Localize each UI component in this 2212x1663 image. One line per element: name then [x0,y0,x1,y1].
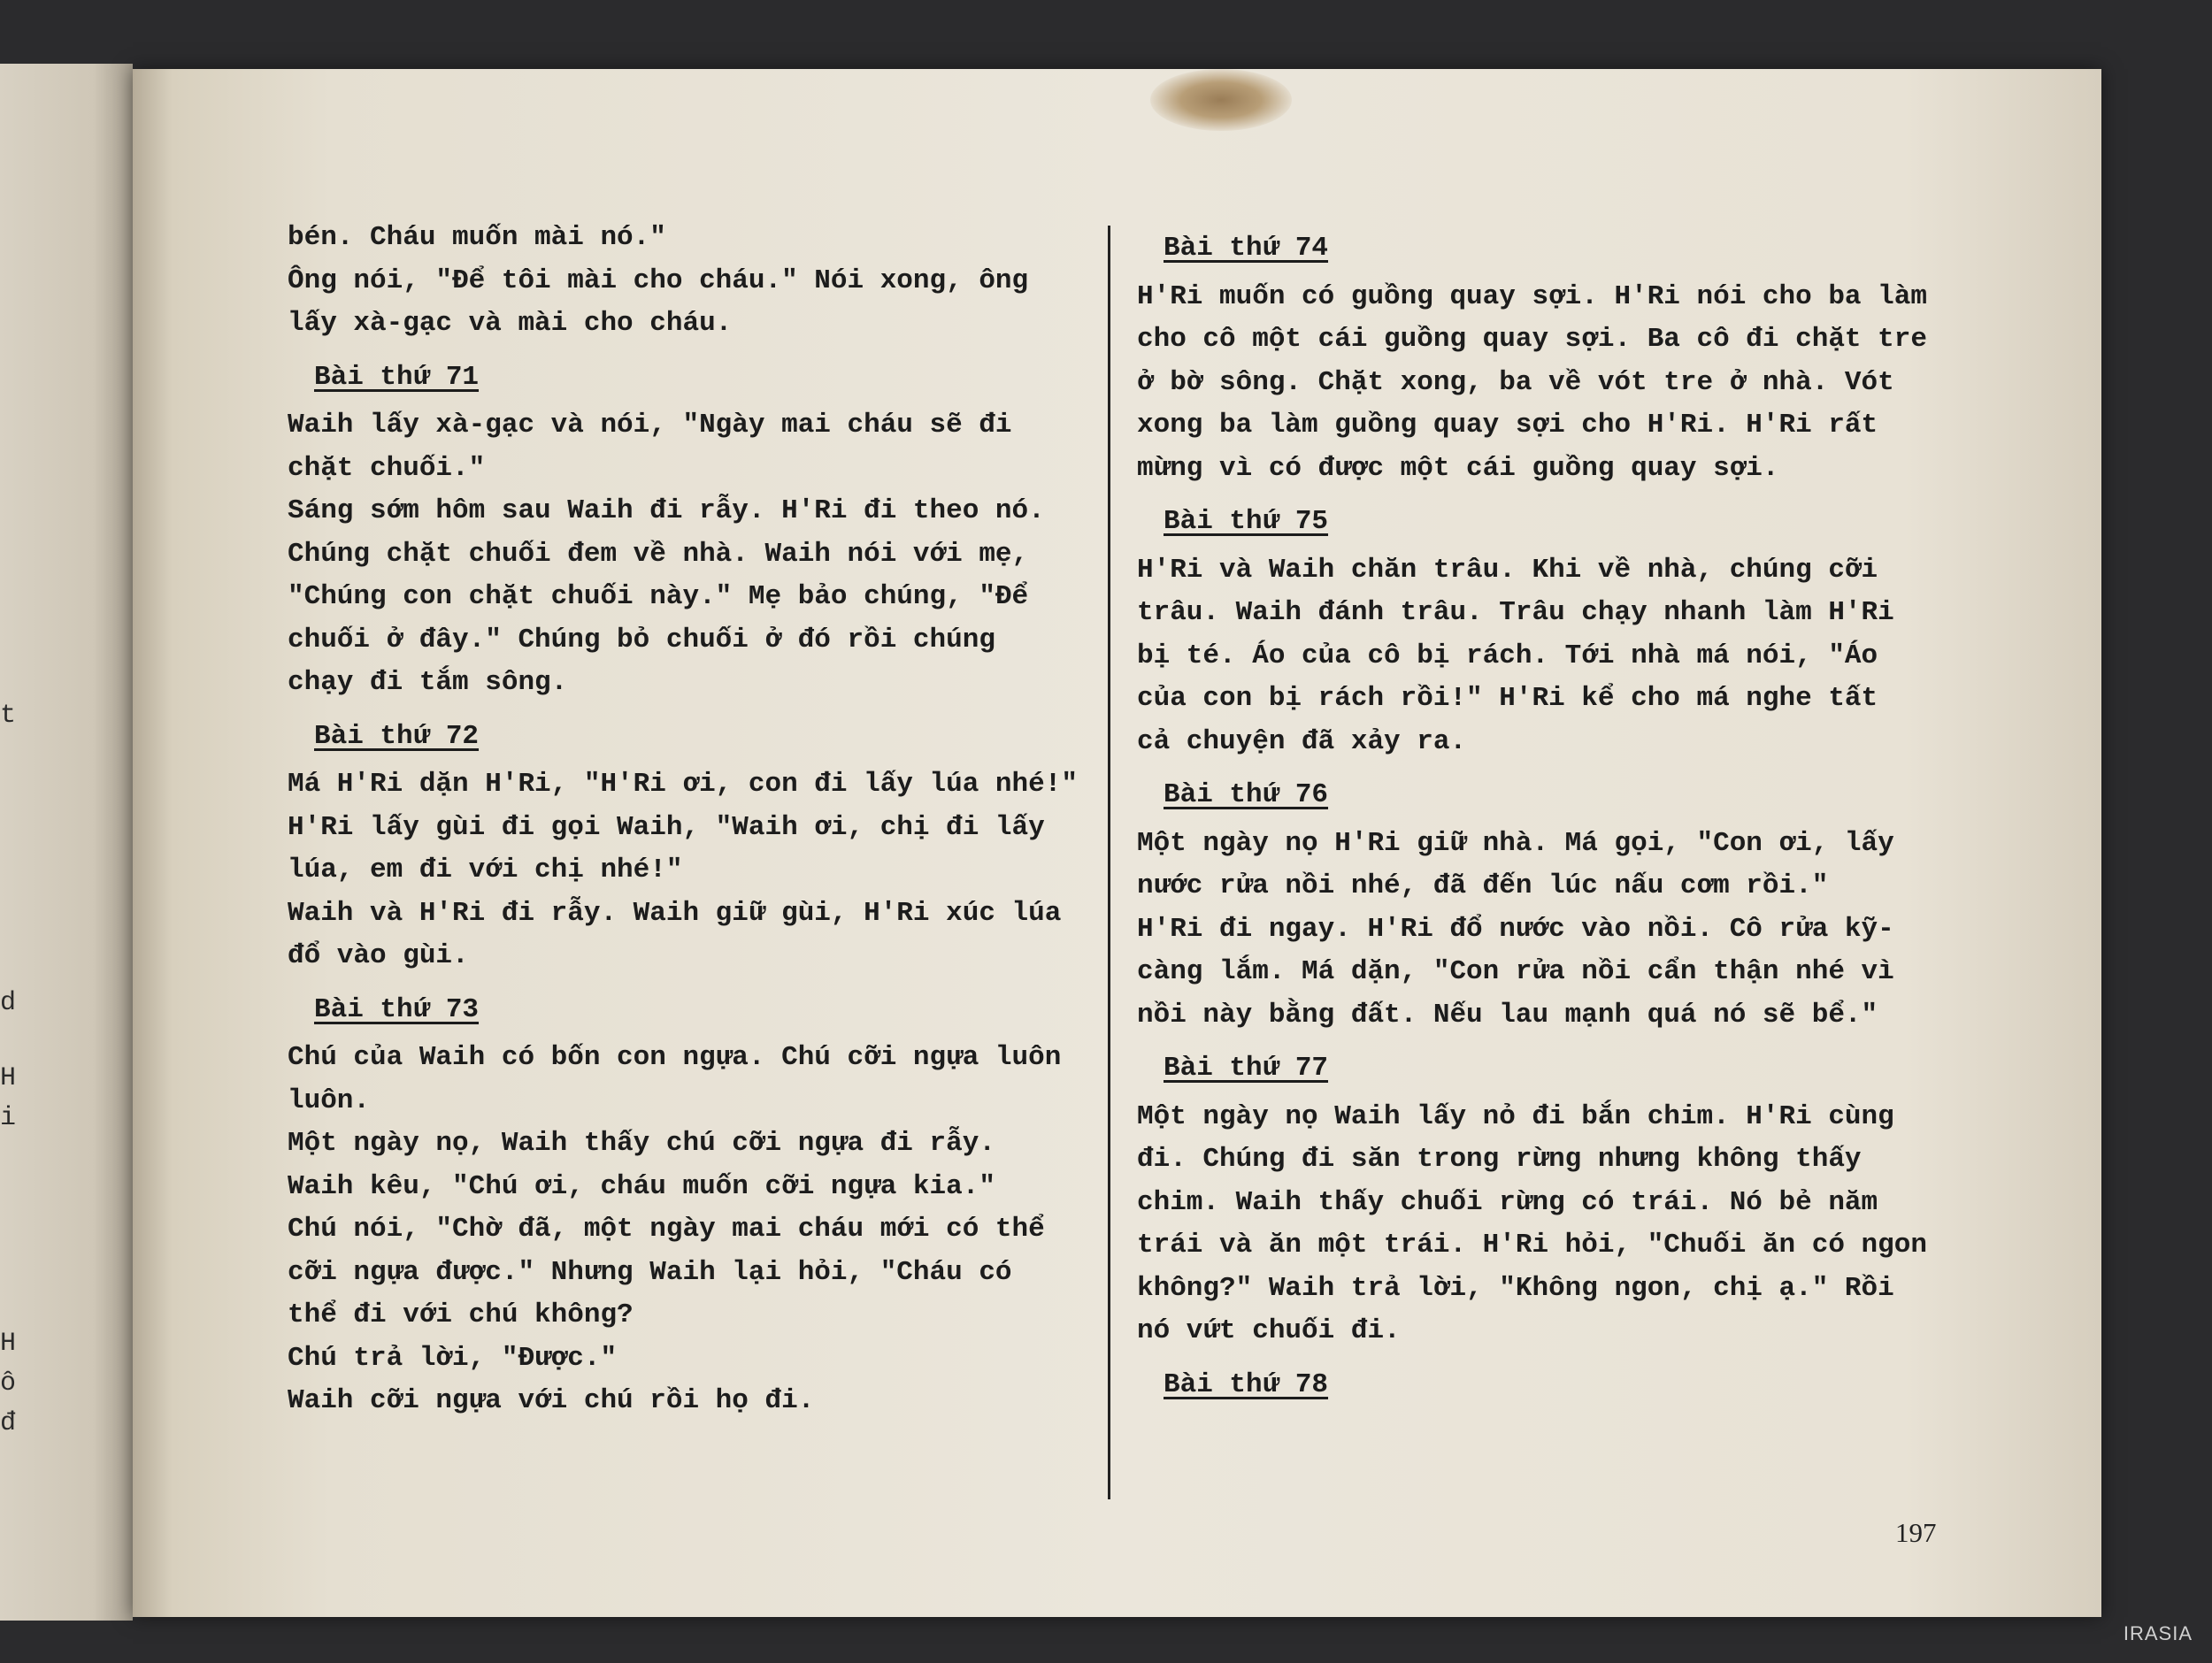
page-stain [1150,69,1292,131]
lesson-heading-line [1137,1037,1986,1096]
text-line: cỡi ngựa được." Nhưng Waih lại hỏi, "Cháu có [288,1256,1012,1288]
text-line: Waih kêu, "Chú ơi, cháu muốn cỡi ngựa kia." [288,1170,995,1202]
text-line: đi. Chúng đi săn trong rừng nhưng không thấy [1137,1144,1862,1175]
text-line: đổ vào gùi. [288,940,469,971]
text-line: Sáng sớm hôm sau Waih đi rẫy. H'Ri đi theo nó. [288,495,1045,526]
lesson-heading-line [1137,490,1986,549]
lesson-heading: Bài thứ 78 [1164,1368,1329,1400]
text-line: ở bờ sông. Chặt xong, ba về vót tre ở nhà. Vót [1137,366,1894,398]
text-line: trái và ăn một trái. H'Ri hỏi, "Chuối ăn có ngon [1137,1230,1927,1261]
text-line: H'Ri và Waih chăn trâu. Khi về nhà, chúng cỡi [1137,554,1878,586]
text-line: thể đi với chú không? [288,1299,634,1330]
lesson-heading: Bài thứ 73 [314,993,480,1025]
edge-glyph: ô [0,1368,17,1399]
text-line: chuối ở đây." Chúng bỏ chuối ở đó rồi chúng [288,624,995,655]
text-line: Waih cỡi ngựa với chú rồi họ đi. [288,1385,815,1416]
text-line: Một ngày nọ, Waih thấy chú cỡi ngựa đi rẫy. [288,1128,995,1159]
text-line: luôn. [288,1084,371,1116]
text-line: mừng vì có được một cái guồng quay sợi. [1137,452,1779,484]
lesson-heading: Bài thứ 77 [1164,1053,1329,1084]
text-line: Ông nói, "Để tôi mài cho cháu." Nói xong, ông [288,264,1029,296]
edge-glyph: H [0,1329,17,1359]
text-line: Má H'Ri dặn H'Ri, "H'Ri ơi, con đi lấy lúa nhé!" [288,769,1078,800]
text-line: chim. Waih thấy chuối rừng có trái. Nó bẻ năm [1137,1186,1878,1218]
text-line: bị té. Áo của cô bị rách. Tới nhà má nói, "Áo [1137,640,1878,671]
text-line: không?" Waih trả lời, "Không ngon, chị ạ." Rồi [1137,1272,1894,1304]
text-line: nước rửa nồi nhé, đã đến lúc nấu cơm rồi." [1137,870,1829,901]
text-line: lấy xà-gạc và mài cho cháu. [288,308,733,339]
facing-page-edge [0,64,133,1621]
text-line: chặt chuối." [288,452,486,484]
text-line: Chú của Waih có bốn con ngựa. Chú cỡi ngựa luôn [288,1042,1062,1073]
text-line: Chú trả lời, "Được." [288,1342,618,1374]
right-text-column [1137,217,1986,1412]
text-line: bén. Cháu muốn mài nó." [288,222,666,253]
text-line: Waih lấy xà-gạc và nói, "Ngày mai cháu sẽ đi [288,410,1012,441]
text-line: Chú nói, "Chờ đã, một ngày mai cháu mới có thể [288,1214,1045,1245]
text-line: nồi này bằng đất. Nếu lau mạnh quá nó sẽ bể." [1137,999,1878,1031]
text-line: "Chúng con chặt chuối này." Mẹ bảo chúng, "Để [288,581,1029,612]
lesson-heading-line [1137,763,1986,823]
lesson-heading: Bài thứ 75 [1164,506,1329,537]
lesson-heading-line [288,346,1084,405]
edge-glyph: d [0,988,17,1018]
lesson-heading-line [288,978,1084,1038]
text-line: lúa, em đi với chị nhé!" [288,854,683,885]
text-line: H'Ri lấy gùi đi gọi Waih, "Waih ơi, chị đi lấy [288,811,1045,843]
edge-glyph: i [0,1103,17,1133]
text-line: Một ngày nọ Waih lấy nỏ đi bắn chim. H'Ri cùng [1137,1100,1894,1132]
lesson-heading: Bài thứ 74 [1164,233,1329,264]
watermark-label: IRASIA [2123,1622,2193,1644]
text-line: càng lắm. Má dặn, "Con rửa nồi cẩn thận nhé vì [1137,956,1894,987]
lesson-heading-line [1137,217,1986,276]
left-text-column [288,217,1084,1423]
edge-glyph: H [0,1063,17,1093]
text-line: cả chuyện đã xảy ra. [1137,725,1467,757]
text-line: trâu. Waih đánh trâu. Trâu chạy nhanh làm H'Ri [1137,597,1894,628]
text-line: Waih và H'Ri đi rẫy. Waih giữ gùi, H'Ri xúc lúa [288,897,1062,929]
page-number: 197 [1895,1517,1937,1548]
text-line: Chúng chặt chuối đem về nhà. Waih nói với mẹ, [288,538,1029,570]
edge-glyph: đ [0,1408,17,1438]
text-line: của con bị rách rồi!" H'Ri kể cho má nghe tất [1137,683,1878,714]
lesson-heading-line [288,705,1084,764]
lesson-heading: Bài thứ 71 [314,361,480,393]
edge-glyph: t [0,701,17,731]
text-line: xong ba làm guồng quay sợi cho H'Ri. H'Ri rất [1137,410,1878,441]
text-line: chạy đi tắm sông. [288,667,568,698]
text-line: H'Ri đi ngay. H'Ri đổ nước vào nồi. Cô rửa kỹ- [1137,913,1894,945]
lesson-heading: Bài thứ 72 [314,720,480,752]
text-line: cho cô một cái guồng quay sợi. Ba cô đi chặt tre [1137,324,1927,355]
lesson-heading-line [1137,1353,1986,1413]
lesson-heading: Bài thứ 76 [1164,779,1329,810]
text-line: Một ngày nọ H'Ri giữ nhà. Má gọi, "Con ơi, lấy [1137,827,1894,859]
text-line: H'Ri muốn có guồng quay sợi. H'Ri nói cho ba làm [1137,280,1927,312]
column-divider [1108,226,1110,1499]
text-line: nó vứt chuối đi. [1137,1315,1401,1346]
